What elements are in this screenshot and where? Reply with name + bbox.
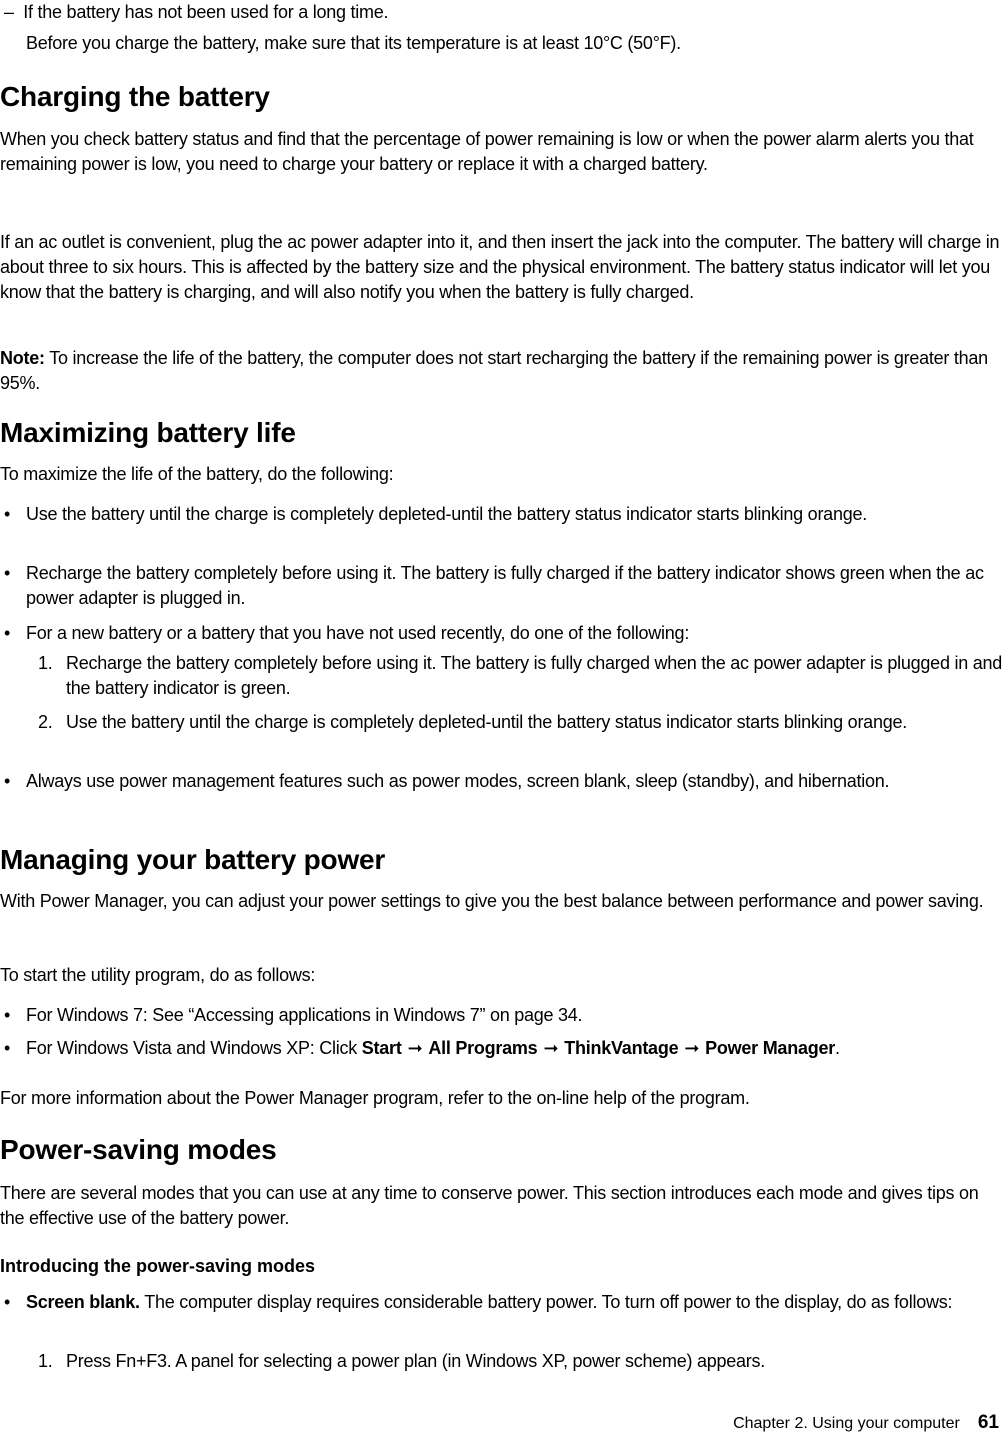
menu-path-power-manager: Power Manager bbox=[705, 1038, 835, 1058]
list-item bbox=[0, 1003, 1003, 1028]
heading-managing-battery-power: Managing your battery power bbox=[0, 844, 386, 875]
heading-maximizing-battery-life: Maximizing battery life bbox=[0, 417, 296, 448]
list-item-text: For a new battery or a battery that you have not used recently, do one of the following: bbox=[26, 623, 690, 643]
managing-paragraph-3: For more information about the Power Manager program, refer to the on-line help of the program. bbox=[0, 1088, 750, 1108]
list-item bbox=[0, 1036, 1003, 1061]
numbered-item bbox=[38, 651, 1003, 701]
menu-path-all-programs: All Programs bbox=[428, 1038, 538, 1058]
charging-note bbox=[0, 346, 1003, 396]
arrow-right-icon: ➞ bbox=[407, 1038, 423, 1058]
numbered-item-text: Press Fn+F3. A panel for selecting a power plan (in Windows XP, power scheme) appears. bbox=[66, 1351, 766, 1371]
managing-paragraph-1: With Power Manager, you can adjust your power settings to give you the best balance between performance and power saving. bbox=[0, 891, 984, 911]
dash-mark: – bbox=[4, 2, 14, 22]
note-text: To increase the life of the battery, the computer does not start recharging the battery if the remaining power is greater than 95%. bbox=[0, 348, 988, 393]
bullet-mark: • bbox=[4, 771, 11, 791]
list-item bbox=[0, 561, 1003, 611]
list-item-text: For Windows 7: See “Accessing applications in Windows 7” on page 34. bbox=[26, 1005, 583, 1025]
heading-power-saving-modes: Power-saving modes bbox=[0, 1134, 277, 1165]
number-mark: 1. bbox=[38, 653, 53, 673]
dash-item-text: If the battery has not been used for a long time. bbox=[23, 2, 389, 22]
subheading-introducing-modes: Introducing the power-saving modes bbox=[0, 1256, 316, 1276]
managing-paragraph-2: To start the utility program, do as follows: bbox=[0, 965, 316, 985]
menu-path-suffix: . bbox=[834, 1038, 840, 1058]
list-item-text: Recharge the battery completely before using it. The battery is fully charged if the battery indicator shows green when the ac power adapter is plugged in. bbox=[26, 563, 984, 608]
temperature-note: Before you charge the battery, make sure that its temperature is at least 10°C (50°F). bbox=[26, 33, 681, 53]
heading-charging-battery: Charging the battery bbox=[0, 81, 270, 112]
menu-path-start: Start bbox=[361, 1038, 402, 1058]
list-item-text: Always use power management features such as power modes, screen blank, sleep (standby), and hibernation. bbox=[26, 771, 890, 791]
screen-blank-text: The computer display requires considerable battery power. To turn off power to the display, do as follows: bbox=[144, 1292, 953, 1312]
note-label: Note: bbox=[0, 348, 45, 368]
bullet-mark: • bbox=[4, 504, 11, 524]
numbered-item-text: Use the battery until the charge is completely depleted-until the battery status indicator starts blinking orange. bbox=[66, 712, 907, 732]
numbered-item bbox=[38, 1349, 1003, 1374]
menu-path-thinkvantage: ThinkVantage bbox=[564, 1038, 679, 1058]
list-item-text bbox=[26, 1290, 1003, 1315]
list-item-text: Use the battery until the charge is completely depleted-until the battery status indicator starts blinking orange. bbox=[26, 504, 867, 524]
bullet-mark: • bbox=[4, 1005, 11, 1025]
screen-blank-label: Screen blank. bbox=[26, 1292, 140, 1312]
list-item bbox=[0, 769, 1003, 794]
list-item-text bbox=[26, 1036, 1003, 1061]
page-number: 61 bbox=[977, 1412, 999, 1433]
bullet-mark: • bbox=[4, 1292, 11, 1312]
bullet-mark: • bbox=[4, 623, 11, 643]
maximizing-intro: To maximize the life of the battery, do the following: bbox=[0, 464, 394, 484]
number-mark: 1. bbox=[38, 1351, 53, 1371]
arrow-right-icon: ➞ bbox=[543, 1038, 559, 1058]
arrow-right-icon: ➞ bbox=[684, 1038, 700, 1058]
number-mark: 2. bbox=[38, 712, 53, 732]
page-footer bbox=[733, 1412, 999, 1435]
menu-path-prefix: For Windows Vista and Windows XP: Click bbox=[26, 1038, 358, 1058]
charging-paragraph-1: When you check battery status and find that the percentage of power remaining is low or when the power alarm alerts you that remaining power is low, you need to charge your battery or replace it with a charged battery. bbox=[0, 129, 974, 174]
dash-list-item bbox=[4, 0, 388, 25]
bullet-mark: • bbox=[4, 563, 11, 583]
charging-paragraph-2: If an ac outlet is convenient, plug the ac power adapter into it, and then insert the jack into the computer. The battery will charge in about three to six hours. This is affected by the battery size and the physical environment. The battery status indicator will let you know that the battery is charging, and will also notify you when the battery is fully charged. bbox=[0, 232, 1000, 302]
numbered-item-text: Recharge the battery completely before using it. The battery is fully charged when the ac power adapter is plugged in and the battery indicator is green. bbox=[66, 653, 1002, 698]
chapter-label: Chapter 2. Using your computer bbox=[733, 1415, 960, 1432]
list-item bbox=[0, 502, 1003, 527]
list-item bbox=[0, 621, 1003, 646]
power-saving-paragraph-1: There are several modes that you can use at any time to conserve power. This section introduces each mode and gives tips on the effective use of the battery power. bbox=[0, 1183, 979, 1228]
list-item bbox=[0, 1290, 1003, 1315]
bullet-mark: • bbox=[4, 1038, 11, 1058]
numbered-item bbox=[38, 710, 1003, 735]
